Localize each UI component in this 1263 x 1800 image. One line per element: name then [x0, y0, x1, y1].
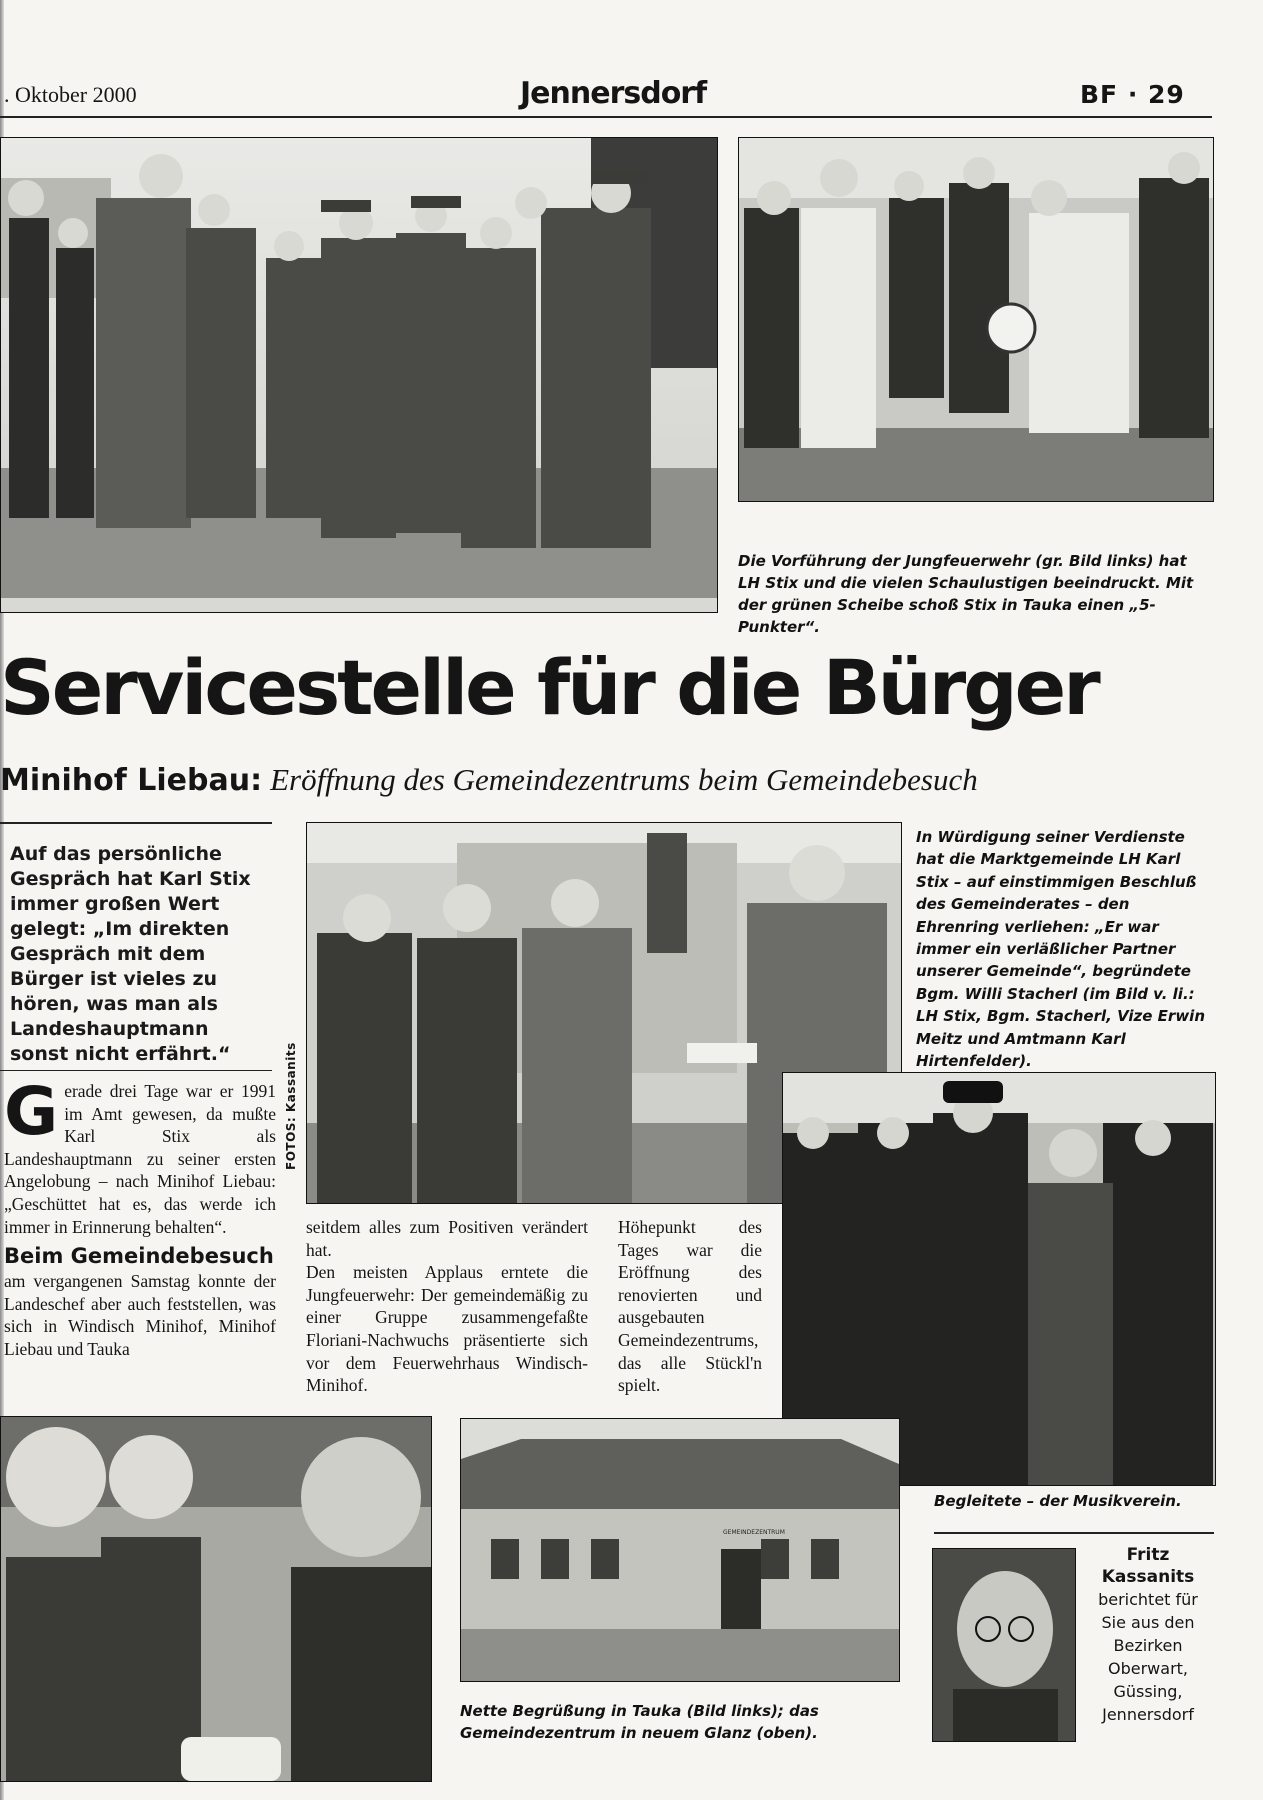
col1-subhead: Beim Gemeindebesuch [4, 1244, 274, 1269]
article-column-3: Höhepunkt des Tages war die Eröffnung des renovierten und ausgebauten Gemeindezentrums, das alle Stückl'n spielt. [618, 1217, 762, 1396]
intro-rule-bottom [0, 1070, 272, 1071]
header-rule [0, 116, 1212, 118]
subtitle [0, 762, 978, 798]
issue-date: . Oktober 2000 [4, 82, 137, 107]
col1-paragraph: erade drei Tage war er 1991 im Amt gewesen, da mußte Karl Stix als Landeshauptmann zu seiner ersten Angelobung – nach Minihof Liebau: „Geschüttet hat es, das werde ich immer in Erinnerung behalten“. [4, 1081, 276, 1237]
caption-top-right: Die Vorführung der Jungfeuerwehr (gr. Bild links) hat LH Stix und die vielen Schaulustigen beeindruckt. Mit der grünen Scheibe schoß Stix in Tauka einen „5-Punkter“. [738, 552, 1194, 636]
photo-begruessung [0, 1416, 432, 1782]
photo-gemeindezentrum [460, 1418, 900, 1682]
subtitle-text: Eröffnung des Gemeindezentrums beim Gemeindebesuch [270, 762, 978, 797]
author-name: Fritz Kassanits [1101, 1545, 1195, 1587]
photo-credit: FOTOS: Kassanits [284, 1042, 298, 1170]
subtitle-location: Minihof Liebau: [0, 763, 263, 798]
article-column-2 [306, 1216, 588, 1397]
intro-rule [0, 822, 272, 824]
author-bio: berichtet für Sie aus den Bezirken Oberwart, Güssing, Jennersdorf [1098, 1590, 1198, 1724]
dropcap: G [4, 1073, 59, 1150]
author-rule [934, 1532, 1214, 1534]
author-portrait [932, 1548, 1076, 1742]
caption-bottom: Nette Begrüßung in Tauka (Bild links); das Gemeindezentrum in neuem Glanz (oben). [460, 1702, 819, 1742]
photo-scheibe [738, 137, 1214, 502]
intro-quote: Auf das persönliche Gespräch hat Karl Stix immer großen Wert gelegt: „Im direkten Gespräch mit dem Bürger ist vieles zu hören, was man als Landeshauptmann sonst nicht erfährt.“ [10, 843, 251, 1065]
col2-paragraph-2: Den meisten Applaus erntete die Jungfeuerwehr: Der gemeindemäßig zu einer Gruppe zusammengefaßte Floriani-Nachwuchs präsentierte sich vor dem Feuerwehrhaus Windisch-Minihof. [306, 1262, 588, 1396]
col1-paragraph-2: am vergangenen Samstag konnte der Landeschef aber auch feststellen, was sich in Windisch Minihof, Minihof Liebau und Tauka [4, 1271, 276, 1359]
article-column-1 [4, 1073, 276, 1361]
col2-paragraph: seitdem alles zum Positiven verändert hat. [306, 1217, 588, 1260]
caption-ehrenring: In Würdigung seiner Verdienste hat die Marktgemeinde LH Karl Stix – auf einstimmigen Beschluß des Gemeinderates – den Ehrenring verliehen: „Er war immer ein verläßlicher Partner unserer Gemeinde“, begründete Bgm. Willi Stacherl (im Bild v. li.: LH Stix, Bgm. Stacherl, Vize Erwin Meitz und Amtmann Karl Hirtenfelder). [916, 828, 1205, 1071]
section-title: Jennersdorf [520, 76, 707, 111]
caption-music: Begleitete – der Musikverein. [934, 1492, 1182, 1510]
photo-jungfeuerwehr [0, 137, 718, 613]
building-sign: GEMEINDEZENTRUM [723, 1529, 785, 1536]
headline: Servicestelle für die Bürger [0, 643, 1098, 732]
page-number: BF · 29 [1080, 80, 1185, 109]
